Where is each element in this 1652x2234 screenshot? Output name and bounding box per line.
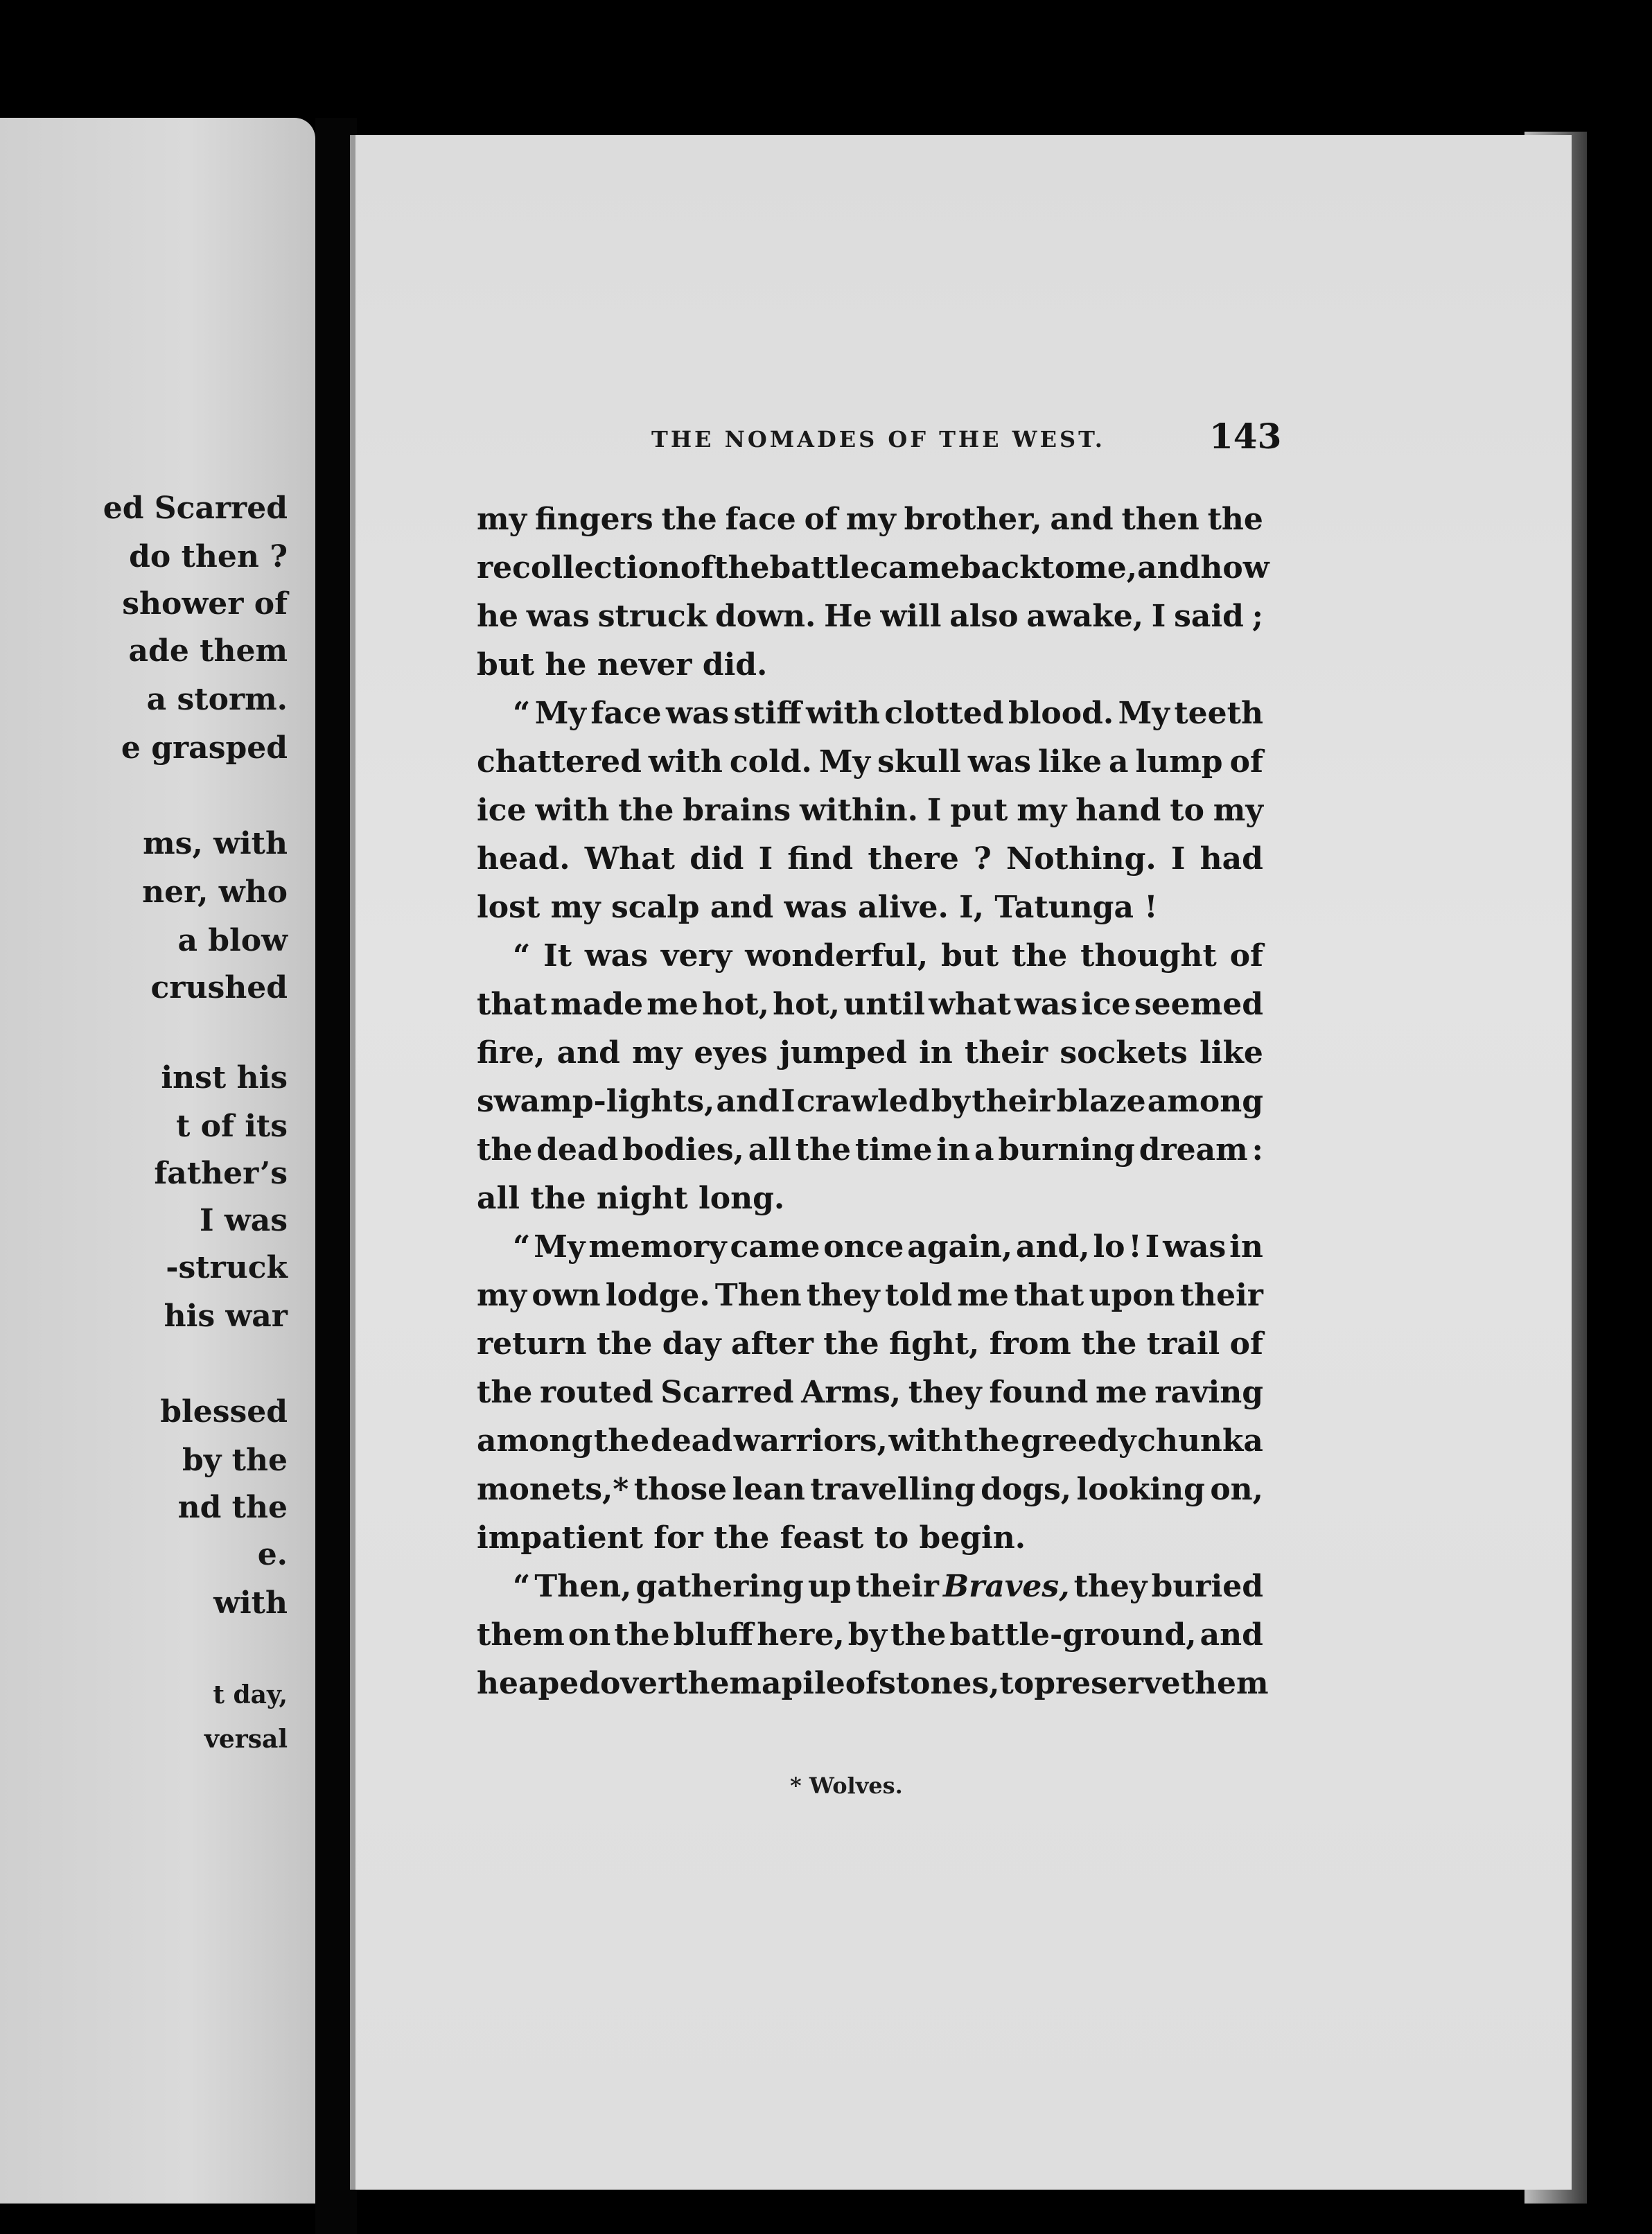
text-line: impatient for the feast to begin. [477, 1520, 1026, 1556]
left-page-line: ms, with [143, 826, 288, 861]
text-line: among the dead warriors, with the greedy chunka [477, 1423, 1263, 1459]
text-line: the dead bodies, all the time in a burning dream : [477, 1132, 1263, 1168]
running-head: THE NOMADES OF THE WEST. [651, 426, 1105, 452]
page-number: 143 [1209, 416, 1282, 457]
left-page-line: t day, [213, 1680, 288, 1709]
left-page-line: nd the [177, 1490, 288, 1525]
text-line: but he never did. [477, 647, 768, 683]
text-line: “ My face was stiff with clotted blood. My teeth [513, 696, 1263, 731]
left-page-line: versal [204, 1725, 288, 1754]
body-text [477, 495, 1269, 1708]
text-line: my own lodge. Then they told me that upon their [477, 1278, 1263, 1313]
left-page-line: his war [164, 1299, 288, 1334]
left-page-line: do then ? [129, 539, 288, 574]
text-line: that made me hot, hot, until what was ice seemed [477, 987, 1263, 1022]
left-page-line: ade them [128, 633, 288, 669]
text-line: head. What did I find there ? Nothing. I had [477, 841, 1263, 877]
left-page-line: shower of [122, 586, 288, 622]
left-page-line: I was [199, 1203, 288, 1238]
left-page-line: ed Scarred [103, 491, 288, 526]
footnote: * Wolves. [790, 1773, 903, 1799]
left-page-line: ner, who [142, 874, 288, 910]
left-page-line: t of its [175, 1109, 288, 1144]
text-line: my fingers the face of my brother, and then the [477, 502, 1263, 537]
text-line: fire, and my eyes jumped in their sockets like [477, 1035, 1263, 1071]
left-page-line: with [213, 1585, 288, 1621]
text-line: the routed Scarred Arms, they found me raving [477, 1375, 1263, 1410]
text-line: “ My memory came once again, and, lo ! I was in [513, 1229, 1263, 1265]
left-page-line: crushed [150, 970, 288, 1005]
left-page-line: inst his [161, 1060, 288, 1096]
left-page-line: a storm. [146, 682, 288, 717]
text-line: ice with the brains within. I put my hand to my [477, 793, 1263, 828]
text-line: “ It was very wonderful, but the thought of [513, 938, 1263, 974]
text-line: all the night long. [477, 1181, 785, 1216]
text-line: monets,* those lean travelling dogs, looking on, [477, 1472, 1263, 1507]
text-line: chattered with cold. My skull was like a lump of [477, 744, 1263, 780]
text-line: return the day after the fight, from the trail of [477, 1326, 1263, 1362]
text-line: heaped over them a pile of stones, to preserve them [477, 1666, 1269, 1701]
text-line: them on the bluff here, by the battle-ground, and [477, 1617, 1263, 1653]
left-page-line: e. [257, 1537, 288, 1572]
left-facing-page [0, 118, 315, 2204]
left-page-line: e grasped [121, 730, 288, 766]
left-page-line: blessed [160, 1394, 288, 1430]
left-page-line: -struck [166, 1250, 288, 1285]
text-line: “ Then, gathering up their Braves, they buried [513, 1569, 1263, 1604]
text-line: recollection of the battle came back to me, and how [477, 550, 1269, 586]
text-line: swamp-lights, and I crawled by their blaze among [477, 1084, 1263, 1119]
left-page-line: by the [182, 1443, 288, 1478]
text-line: lost my scalp and was alive. I, Tatunga ! [477, 890, 1158, 925]
text-line: he was struck down. He will also awake, I said ; [477, 599, 1263, 634]
left-page-line: father’s [154, 1156, 288, 1191]
left-page-line: a blow [177, 923, 288, 958]
